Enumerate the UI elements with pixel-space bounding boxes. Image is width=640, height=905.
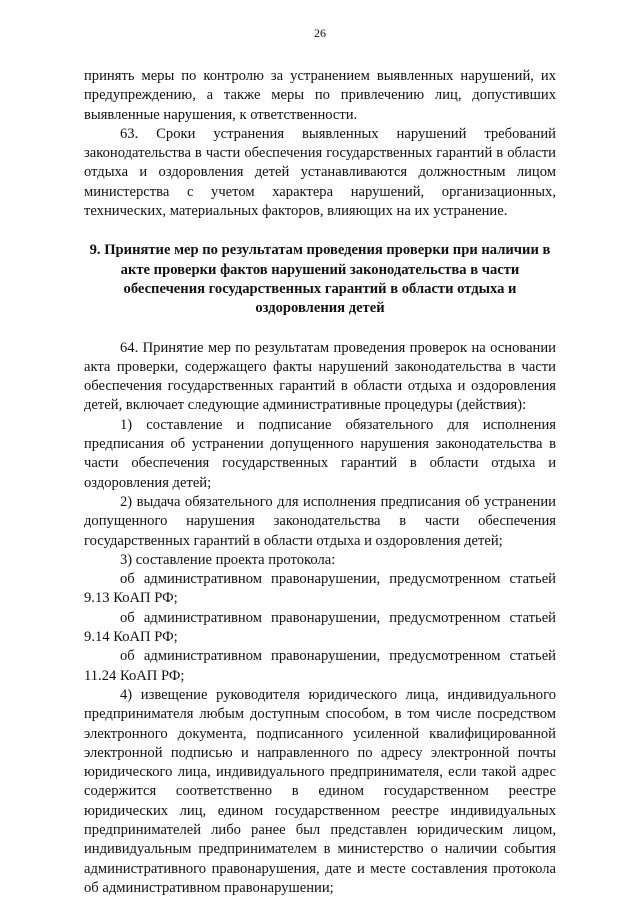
page-number: 26 xyxy=(314,26,326,40)
sub-item-9-14: об административном правонарушении, предусмотренном статьей 9.14 КоАП РФ; xyxy=(84,609,556,646)
paragraph-64: 64. Принятие мер по результатам проведения проверок на основании акта проверки, содержащего факты нарушений законодательства в части обеспечения государственных гарантий в области отдыха и оздоровления детей, включает следующие административные процедуры (действия): xyxy=(84,339,556,414)
list-item-1: 1) составление и подписание обязательного для исполнения предписания об устранении допущенного нарушения законодательства в части обеспечения государственных гарантий в области отдыха и оздоровления детей; xyxy=(84,416,556,491)
section-heading: 9. Принятие мер по результатам проведения проверки при наличии в акте проверки фактов нарушений законодательства в части обеспечения государственных гарантий в области отдыха и оздоровления детей xyxy=(89,242,551,317)
list-item-2: 2) выдача обязательного для исполнения предписания об устранении допущенного нарушения законодательства в части обеспечения государственных гарантий в области отдыха и оздоровления детей; xyxy=(84,493,556,549)
paragraph-63: 63. Сроки устранения выявленных нарушений требований законодательства в части обеспечения государственных гарантий в области отдыха и оздоровления детей устанавливаются должностным лицом министерства с учетом характера нарушений, организационных, технических, материальных факторов, влияющих на их устранение. xyxy=(84,125,556,220)
document-body xyxy=(84,67,556,898)
list-item-4: 4) извещение руководителя юридического лица, индивидуального предпринимателя любым доступным способом, в том числе посредством электронного документа, подписанного усиленной квалифицированной электронной подписью и направленного по адресу электронной почты юридического лица, индивидуального предпринимателя, если такой адрес содержится соответственно в едином государственном реестре юридических лиц, едином государственном реестре индивидуальных предпринимателей либо ранее был представлен юридическим лицом, индивидуальным предпринимателем в министерство о наличии события административного правонарушения, дате и месте составления протокола об административном правонарушении; xyxy=(84,686,556,896)
paragraph-continuation: принять меры по контролю за устранением выявленных нарушений, их предупреждению, а также меры по привлечению лиц, допустивших выявленные нарушения, к ответственности. xyxy=(84,68,556,123)
list-item-3: 3) составление проекта протокола: xyxy=(120,551,336,568)
sub-item-11-24: об административном правонарушении, предусмотренном статьей 11.24 КоАП РФ; xyxy=(84,648,556,684)
sub-item-9-13: об административном правонарушении, предусмотренном статьей 9.13 КоАП РФ; xyxy=(84,571,556,607)
